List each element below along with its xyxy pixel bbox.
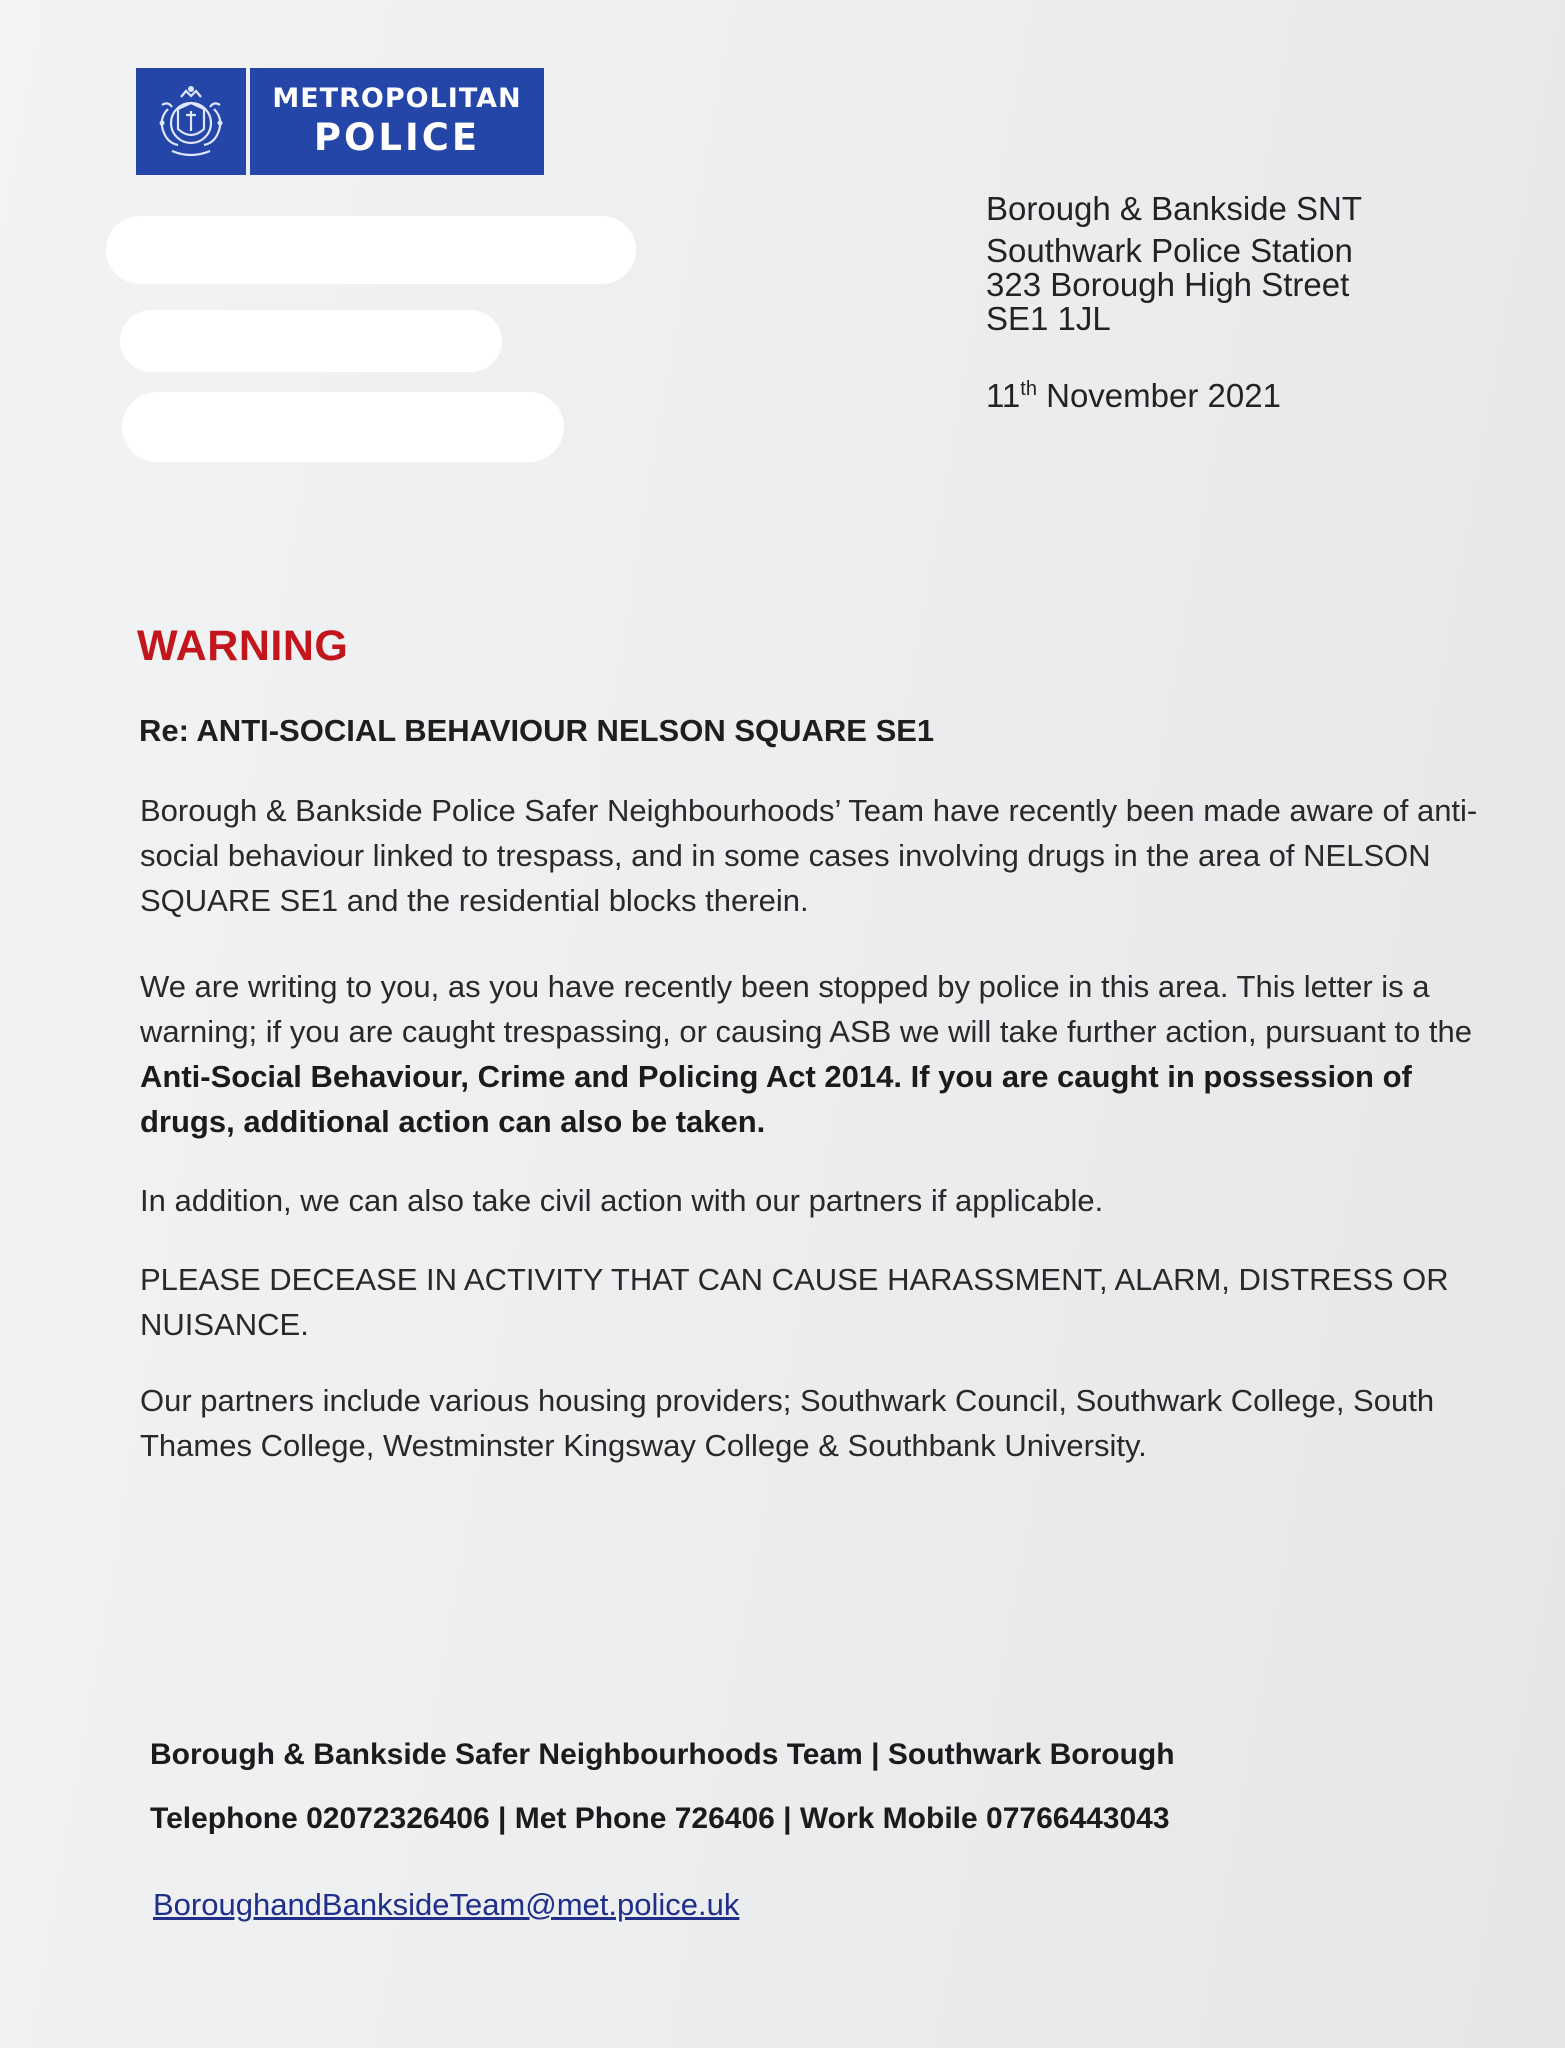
sender-address-line: 323 Borough High Street (986, 266, 1350, 303)
footer-email-link[interactable]: BoroughandBanksideTeam@met.police.uk (153, 1887, 740, 1922)
footer-phones: Telephone 02072326406 | Met Phone 726406 | Work Mobile 07766443043 (150, 1802, 1170, 1835)
warning-heading: WARNING (137, 622, 349, 670)
paragraph-civil-action: In addition, we can also take civil action with our partners if applicable. (140, 1183, 1104, 1218)
sender-address (986, 192, 1362, 336)
footer-team: Borough & Bankside Safer Neighbourhoods Team | Southwark Borough (150, 1738, 1175, 1771)
paragraph-partners: Our partners include various housing providers; Southwark Council, Southwark College, South Thames College, Westminster Kingsway College & Southbank University. (140, 1383, 1435, 1463)
date-day: 11 (986, 377, 1021, 414)
paragraph-cease-activity: PLEASE DECEASE IN ACTIVITY THAT CAN CAUSE HARASSMENT, ALARM, DISTRESS OR NUISANCE. (140, 1262, 1449, 1342)
paragraph-warning-act: Anti-Social Behaviour, Crime and Policing Act 2014. If you are caught in possession of drugs, additional action can also be taken. (140, 1059, 1412, 1139)
paragraph-warning-text: We are writing to you, as you have recently been stopped by police in this area. This letter is a warning; if you are caught trespassing, or causing ASB we will take further action, pursuant to the (140, 969, 1473, 1049)
sender-address-line: Southwark Police Station (986, 232, 1353, 269)
date-rest: November 2021 (1046, 377, 1281, 414)
metropolitan-police-logo (136, 68, 544, 175)
sender-address-line: SE1 1JL (986, 300, 1111, 337)
subject-line: Re: ANTI-SOCIAL BEHAVIOUR NELSON SQUARE SE1 (139, 713, 935, 748)
date-suffix: th (1020, 378, 1037, 400)
sender-address-line: Borough & Bankside SNT (986, 190, 1363, 227)
redacted-recipient-address-line (120, 310, 502, 372)
logo-line-metropolitan: METROPOLITAN (272, 82, 522, 114)
royal-crest-icon (136, 68, 250, 175)
paragraph-awareness: Borough & Bankside Police Safer Neighbourhoods’ Team have recently been made aware of anti-social behaviour linked to trespass, and in some cases involving drugs in the area of NELSON SQUARE SE1 and the residential blocks therein. (140, 793, 1478, 918)
redacted-recipient-name (106, 216, 636, 284)
redacted-recipient-postcode (122, 392, 564, 462)
logo-line-police: POLICE (313, 116, 481, 160)
paragraph-warning (140, 964, 1500, 1144)
logo-wordmark (250, 68, 544, 175)
letter-date (986, 377, 1281, 415)
